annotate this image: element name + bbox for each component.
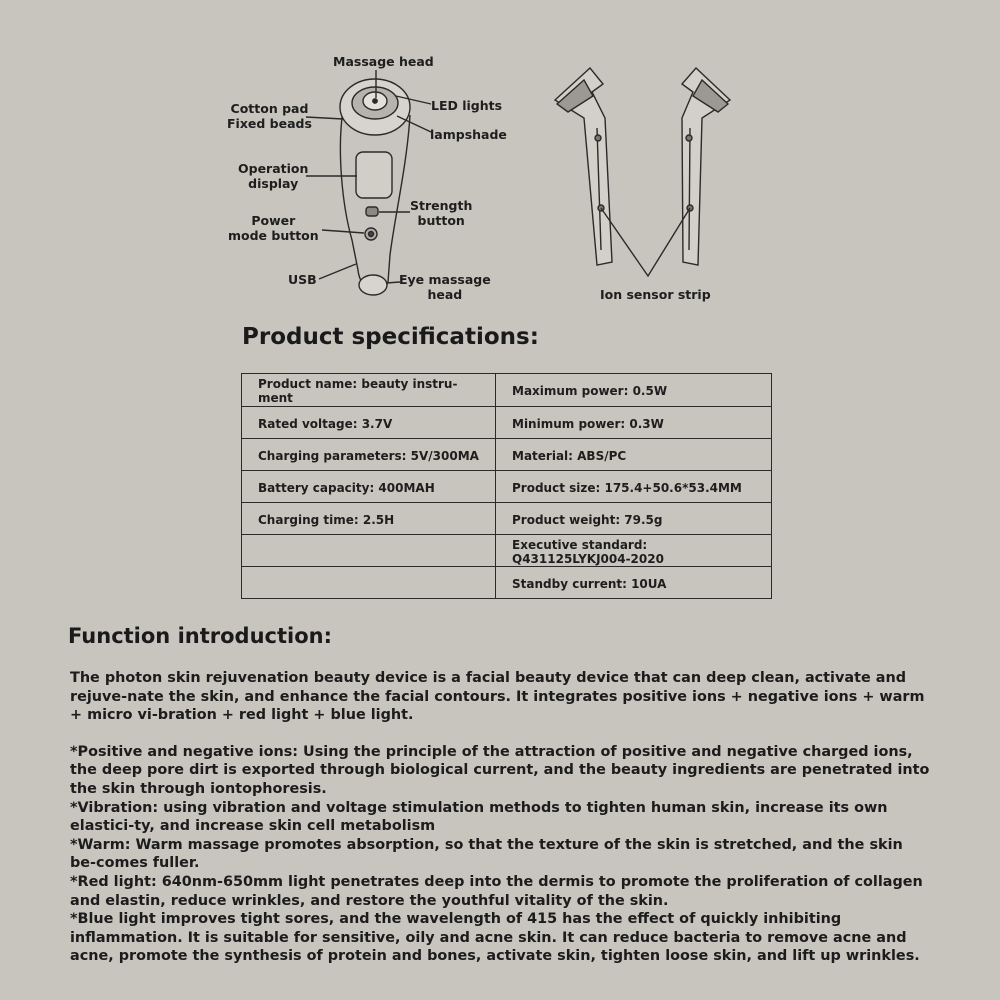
spec-cell-right: Product weight: 79.5g <box>496 503 772 535</box>
spec-cell-left <box>242 535 496 567</box>
spec-row <box>242 374 772 407</box>
spec-cell-left <box>242 567 496 599</box>
spec-table <box>241 373 772 599</box>
spec-title: Product specifications: <box>242 324 539 350</box>
function-title: Function introduction: <box>68 624 332 648</box>
function-item: *Positive and negative ions: Using the principle of the attraction of positive and negative charged ions, the deep pore dirt is exported through biological current, and the beauty ingredients are penetrated into the skin through iontophoresis. <box>70 743 930 797</box>
function-item: *Red light: 640nm-650mm light penetrates deep into the dermis to promote the proliferation of collagen and elastin, reduce wrinkles, and restore the youthful vitality of the skin. <box>70 873 923 909</box>
spec-cell-left: Battery capacity: 400MAH <box>242 471 496 503</box>
spec-cell-right: Maximum power: 0.5W <box>496 374 772 407</box>
label-ion-sensor-strip: Ion sensor strip <box>600 287 711 302</box>
function-intro: The photon skin rejuvenation beauty device is a facial beauty device that can deep clean, activate and rejuve-nate the skin, and enhance the facial contours. It integrates positive ions + negative ions + warm + micro vi-bration + red light + blue light. <box>70 670 925 724</box>
strength-button-shape <box>366 207 378 216</box>
label-power-mode-button: Power mode button <box>228 213 319 243</box>
device-drawing <box>0 0 1000 320</box>
spec-cell-left: Charging time: 2.5H <box>242 503 496 535</box>
spec-cell-right: Standby current: 10UA <box>496 567 772 599</box>
spec-cell-left: Charging parameters: 5V/300MA <box>242 439 496 471</box>
spec-row <box>242 407 772 439</box>
label-usb: USB <box>288 272 317 287</box>
spec-row <box>242 503 772 535</box>
spec-cell-right: Material: ABS/PC <box>496 439 772 471</box>
spec-row <box>242 439 772 471</box>
label-cotton-pad: Cotton pad Fixed beads <box>227 101 312 131</box>
label-lampshade: lampshade <box>430 127 507 142</box>
label-strength-button: Strength button <box>410 198 473 228</box>
label-operation-display: Operation display <box>238 161 309 191</box>
eye-massage-head-shape <box>359 275 387 295</box>
function-item: *Warm: Warm massage promotes absorption, so that the texture of the skin is stretched, and the skin be-comes fuller. <box>70 836 903 872</box>
spec-cell-right: Minimum power: 0.3W <box>496 407 772 439</box>
spec-cell-right: Product size: 175.4+50.6*53.4MM <box>496 471 772 503</box>
operation-display-screen <box>356 152 392 198</box>
label-led-lights: LED lights <box>431 98 503 113</box>
spec-row <box>242 471 772 503</box>
function-body <box>70 669 932 966</box>
function-item: *Vibration: using vibration and voltage stimulation methods to tighten human skin, increase its own elastici-ty, and increase skin cell metabolism <box>70 799 888 835</box>
device-body <box>340 110 410 291</box>
spec-cell-left: Product name: beauty instru- ment <box>242 374 496 407</box>
product-diagram <box>0 0 1000 320</box>
label-eye-massage-head: Eye massage head <box>399 272 491 302</box>
function-item: *Blue light improves tight sores, and the wavelength of 415 has the effect of quickly inhibiting inflammation. It is suitable for sensitive, oily and acne skin. It can reduce bacteria to remove acne and acne, promote the synthesis of protein and bones, activate skin, tighten loose skin, and lift up wrinkles. <box>70 911 920 965</box>
label-massage-head: Massage head <box>333 54 434 69</box>
spec-cell-right: Executive standard: Q431125LYKJ004-2020 <box>496 535 772 567</box>
spec-row <box>242 567 772 599</box>
spec-cell-left: Rated voltage: 3.7V <box>242 407 496 439</box>
spec-row <box>242 535 772 567</box>
